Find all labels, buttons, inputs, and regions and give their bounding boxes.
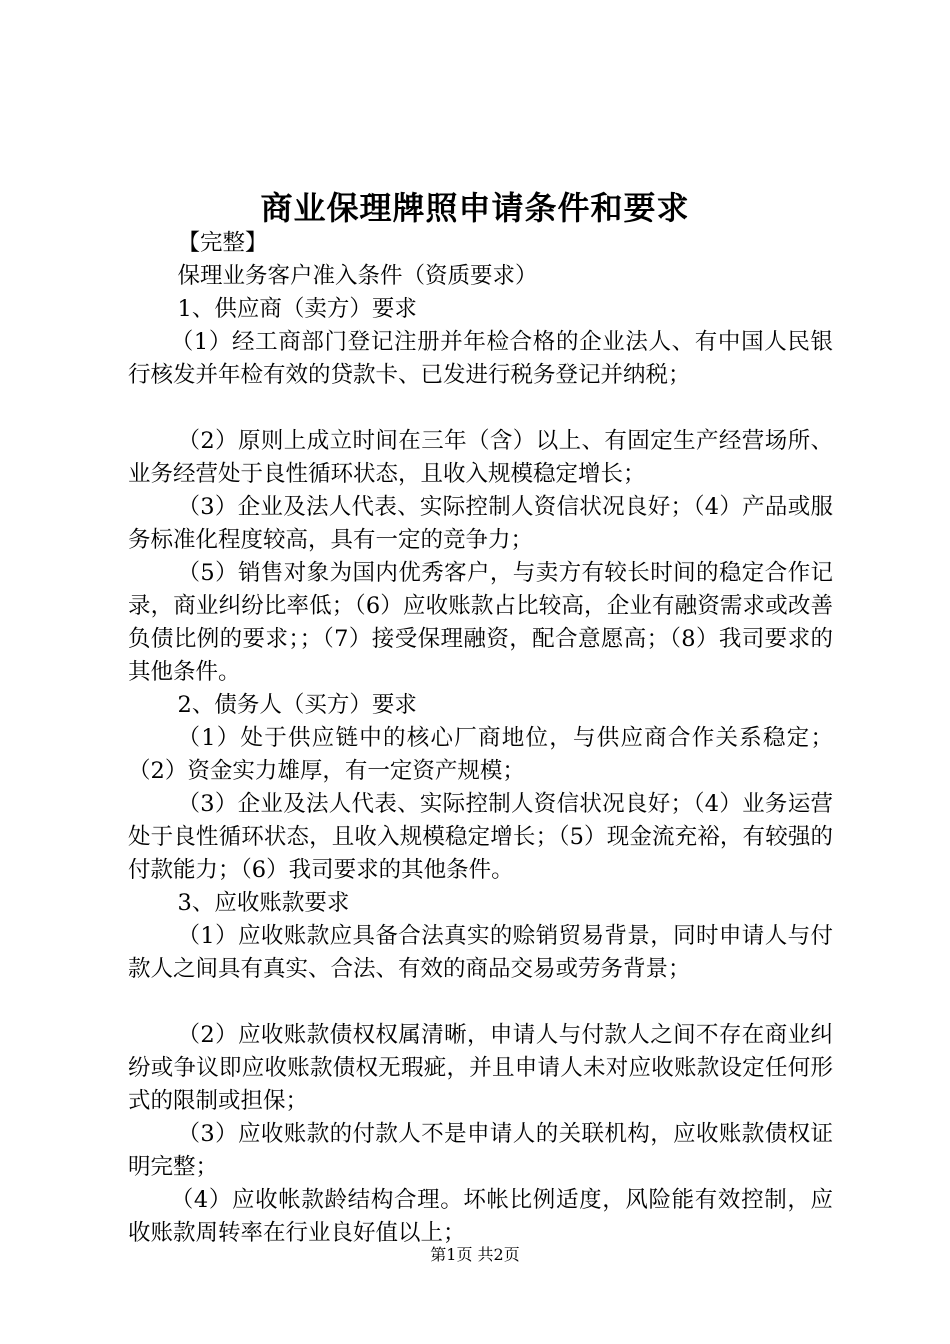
paragraph-receivable-2: （2）应收账款债权权属清晰，申请人与付款人之间不存在商业纠纷或争议即应收账款债权无瑕疵，并且申请人未对应收账款设定任何形式的限制或担保； (128, 1022, 833, 1114)
paragraph-supplier-2: （2）原则上成立时间在三年（含）以上、有固定生产经营场所、业务经营处于良性循环状态，且收入规模稳定增长； (128, 428, 833, 487)
paragraph-supplier-1: （1）经工商部门登记注册并年检合格的企业法人、有中国人民银行核发并年检有效的贷款卡、已发进行税务登记并纳税； (128, 329, 833, 388)
paragraph-complete-tag: 【完整】 (177, 230, 268, 256)
paragraph-supplier-3: （3）企业及法人代表、实际控制人资信状况良好；（4）产品或服务标准化程度较高，具有一定的竞争力； (128, 494, 833, 553)
paragraph-receivable-3: （3）应收账款的付款人不是申请人的关联机构，应收账款债权证明完整； (128, 1121, 833, 1180)
document-body (128, 227, 833, 1250)
document-title: 商业保理牌照申请条件和要求 (260, 189, 690, 227)
paragraph-receivable-4: （4）应收帐款龄结构合理。坏帐比例适度，风险能有效控制，应收账款周转率在行业良好值以上； (128, 1187, 833, 1246)
paragraph-supplier-5: （5）销售对象为国内优秀客户，与卖方有较长时间的稳定合作记录，商业纠纷比率低；（6）应收账款占比较高，企业有融资需求或改善负债比例的要求；；（7）接受保理融资，配合意愿高；（8）我司要求的其他条件。 (128, 560, 833, 685)
paragraph-admission-heading: 保理业务客户准入条件（资质要求） (177, 263, 538, 289)
paragraph-debtor-1: （1）处于供应链中的核心厂商地位，与供应商合作关系稳定；（2）资金实力雄厚，有一定资产规模； (128, 725, 833, 784)
paragraph-debtor-heading: 2、债务人（买方）要求 (177, 692, 417, 718)
paragraph-debtor-3: （3）企业及法人代表、实际控制人资信状况良好；（4）业务运营处于良性循环状态，且收入规模稳定增长；（5）现金流充裕，有较强的付款能力；（6）我司要求的其他条件。 (128, 791, 833, 883)
paragraph-receivable-heading: 3、应收账款要求 (177, 890, 350, 916)
paragraph-receivable-1: （1）应收账款应具备合法真实的赊销贸易背景，同时申请人与付款人之间具有真实、合法、有效的商品交易或劳务背景； (128, 923, 833, 982)
page-footer: 第1页 共2页 (430, 1245, 520, 1264)
paragraph-supplier-heading: 1、供应商（卖方）要求 (177, 296, 417, 322)
